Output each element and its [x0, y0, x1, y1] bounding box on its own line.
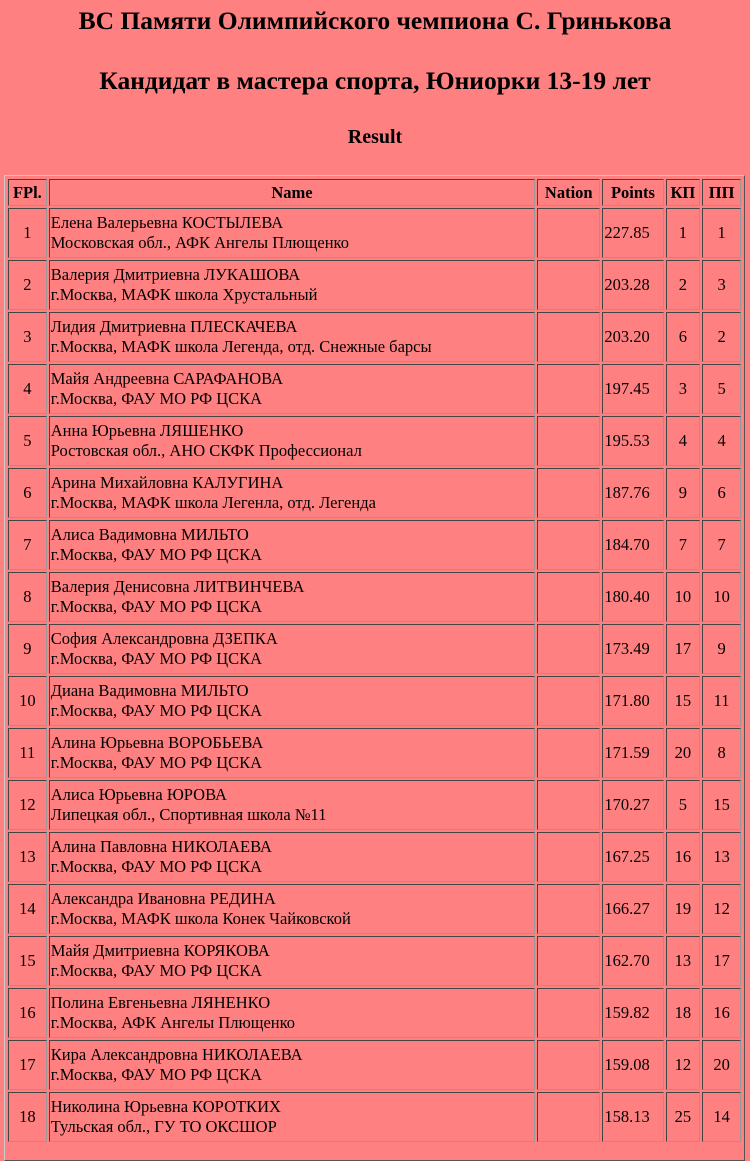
- nation-cell: [537, 520, 600, 570]
- kp-cell: 16: [666, 832, 701, 882]
- place-cell: 12: [8, 780, 47, 830]
- pp-cell: 2: [702, 312, 741, 362]
- points-cell: 187.76: [602, 468, 663, 518]
- points-cell: 159.08: [602, 1040, 663, 1090]
- nation-cell: [537, 208, 600, 258]
- skater-cell: [49, 624, 535, 674]
- pp-cell: 3: [702, 260, 741, 310]
- pp-cell: 12: [702, 884, 741, 934]
- skater-club: г.Москва, ФАУ МО РФ ЦСКА: [50, 597, 263, 616]
- nation-cell: [537, 1040, 600, 1090]
- place-cell: 18: [8, 1092, 47, 1142]
- place-cell: 15: [8, 936, 47, 986]
- table-row: [8, 988, 741, 1038]
- results-table-frame: [4, 175, 745, 1161]
- skater-name[interactable]: Алина Павловна НИКОЛАЕВА: [50, 837, 272, 856]
- column-header-kp: КП: [666, 179, 701, 206]
- kp-cell: 3: [666, 364, 701, 414]
- skater-name[interactable]: Арина Михайловна КАЛУГИНА: [50, 473, 284, 492]
- skater-name[interactable]: Алиса Вадимовна МИЛЬТО: [50, 525, 249, 544]
- skater-club: Московская обл., АФК Ангелы Плющенко: [50, 233, 349, 252]
- skater-cell: [49, 728, 535, 778]
- result-heading: Result: [347, 126, 403, 148]
- pp-cell: 17: [702, 936, 741, 986]
- points-cell: 203.28: [602, 260, 663, 310]
- skater-club: г.Москва, ФАУ МО РФ ЦСКА: [50, 961, 263, 980]
- table-row: [8, 1092, 741, 1142]
- pp-cell: 8: [702, 728, 741, 778]
- place-cell: 7: [8, 520, 47, 570]
- pp-cell: 14: [702, 1092, 741, 1142]
- skater-name[interactable]: Полина Евгеньевна ЛЯНЕНКО: [50, 993, 271, 1012]
- nation-cell: [537, 416, 600, 466]
- event-title: ВС Памяти Олимпийского чемпиона С. Гринькова: [78, 6, 672, 35]
- skater-name[interactable]: Елена Валерьевна КОСТЫЛЕВА: [50, 213, 284, 232]
- pp-cell: 20: [702, 1040, 741, 1090]
- skater-cell: [49, 208, 535, 258]
- pp-cell: 1: [702, 208, 741, 258]
- place-cell: 1: [8, 208, 47, 258]
- points-cell: 195.53: [602, 416, 663, 466]
- skater-name[interactable]: Кира Александровна НИКОЛАЕВА: [50, 1045, 303, 1064]
- skater-name[interactable]: Анна Юрьевна ЛЯШЕНКО: [50, 421, 244, 440]
- skater-club: г.Москва, ФАУ МО РФ ЦСКА: [50, 389, 263, 408]
- kp-cell: 4: [666, 416, 701, 466]
- pp-cell: 16: [702, 988, 741, 1038]
- skater-cell: [49, 1092, 535, 1142]
- skater-name[interactable]: Александра Ивановна РЕДИНА: [50, 889, 276, 908]
- kp-cell: 9: [666, 468, 701, 518]
- points-cell: 162.70: [602, 936, 663, 986]
- pp-cell: 6: [702, 468, 741, 518]
- skater-club: г.Москва, ФАУ МО РФ ЦСКА: [50, 1065, 263, 1084]
- category-title: Кандидат в мастера спорта, Юниорки 13-19 лет: [99, 66, 651, 95]
- kp-cell: 1: [666, 208, 701, 258]
- kp-cell: 2: [666, 260, 701, 310]
- points-cell: 170.27: [602, 780, 663, 830]
- skater-name[interactable]: София Александровна ДЗЕПКА: [50, 629, 278, 648]
- table-row: [8, 624, 741, 674]
- skater-cell: [49, 1040, 535, 1090]
- table-row: [8, 1040, 741, 1090]
- place-cell: 6: [8, 468, 47, 518]
- place-cell: 16: [8, 988, 47, 1038]
- points-cell: 158.13: [602, 1092, 663, 1142]
- place-cell: 10: [8, 676, 47, 726]
- place-cell: 11: [8, 728, 47, 778]
- table-row: [8, 728, 741, 778]
- column-header-nation: Nation: [537, 179, 600, 206]
- nation-cell: [537, 572, 600, 622]
- skater-club: г.Москва, АФК Ангелы Плющенко: [50, 1013, 296, 1032]
- skater-club: г.Москва, МАФК школа Легенла, отд. Легенда: [50, 493, 376, 512]
- place-cell: 5: [8, 416, 47, 466]
- skater-cell: [49, 832, 535, 882]
- column-header-points: Points: [602, 179, 663, 206]
- skater-name[interactable]: Лидия Дмитриевна ПЛЕСКАЧЕВА: [50, 317, 298, 336]
- pp-cell: 15: [702, 780, 741, 830]
- table-row: [8, 884, 741, 934]
- points-cell: 180.40: [602, 572, 663, 622]
- points-cell: 227.85: [602, 208, 663, 258]
- nation-cell: [537, 832, 600, 882]
- table-row: [8, 208, 741, 258]
- table-row: [8, 520, 741, 570]
- skater-cell: [49, 260, 535, 310]
- points-cell: 184.70: [602, 520, 663, 570]
- kp-cell: 13: [666, 936, 701, 986]
- skater-name[interactable]: Майя Андреевна САРАФАНОВА: [50, 369, 284, 388]
- skater-name[interactable]: Николина Юрьевна КОРОТКИХ: [50, 1097, 281, 1116]
- nation-cell: [537, 988, 600, 1038]
- place-cell: 17: [8, 1040, 47, 1090]
- skater-club: г.Москва, ФАУ МО РФ ЦСКА: [50, 857, 263, 876]
- table-row: [8, 260, 741, 310]
- column-header-fpl: FPl.: [8, 179, 47, 206]
- nation-cell: [537, 676, 600, 726]
- points-cell: 171.80: [602, 676, 663, 726]
- skater-name[interactable]: Диана Вадимовна МИЛЬТО: [50, 681, 249, 700]
- skater-cell: [49, 416, 535, 466]
- kp-cell: 18: [666, 988, 701, 1038]
- points-cell: 166.27: [602, 884, 663, 934]
- place-cell: 4: [8, 364, 47, 414]
- results-body: [8, 208, 741, 1142]
- nation-cell: [537, 624, 600, 674]
- place-cell: 3: [8, 312, 47, 362]
- pp-cell: 7: [702, 520, 741, 570]
- skater-club: г.Москва, ФАУ МО РФ ЦСКА: [50, 545, 263, 564]
- kp-cell: 25: [666, 1092, 701, 1142]
- table-row: [8, 676, 741, 726]
- skater-club: г.Москва, МАФК школа Хрустальный: [50, 285, 318, 304]
- table-row: [8, 364, 741, 414]
- nation-cell: [537, 780, 600, 830]
- table-header-row: [8, 179, 741, 206]
- skater-cell: [49, 520, 535, 570]
- skater-cell: [49, 468, 535, 518]
- kp-cell: 10: [666, 572, 701, 622]
- skater-club: Липецкая обл., Спортивная школа №11: [50, 805, 327, 824]
- skater-cell: [49, 780, 535, 830]
- skater-cell: [49, 312, 535, 362]
- nation-cell: [537, 936, 600, 986]
- kp-cell: 15: [666, 676, 701, 726]
- skater-club: Ростовская обл., АНО СКФК Профессионал: [50, 441, 362, 460]
- place-cell: 13: [8, 832, 47, 882]
- skater-club: г.Москва, МАФК школа Конек Чайковской: [50, 909, 351, 928]
- table-row: [8, 780, 741, 830]
- pp-cell: 11: [702, 676, 741, 726]
- skater-name[interactable]: Майя Дмитриевна КОРЯКОВА: [50, 941, 270, 960]
- skater-club: г.Москва, ФАУ МО РФ ЦСКА: [50, 649, 263, 668]
- column-header-pp: ПП: [702, 179, 741, 206]
- points-cell: 203.20: [602, 312, 663, 362]
- nation-cell: [537, 884, 600, 934]
- place-cell: 9: [8, 624, 47, 674]
- skater-club: г.Москва, ФАУ МО РФ ЦСКА: [50, 753, 263, 772]
- points-cell: 167.25: [602, 832, 663, 882]
- skater-club: г.Москва, МАФК школа Легенда, отд. Снежные барсы: [50, 337, 432, 356]
- column-header-name: Name: [49, 179, 535, 206]
- skater-cell: [49, 676, 535, 726]
- place-cell: 2: [8, 260, 47, 310]
- kp-cell: 5: [666, 780, 701, 830]
- points-cell: 159.82: [602, 988, 663, 1038]
- kp-cell: 17: [666, 624, 701, 674]
- skater-cell: [49, 364, 535, 414]
- points-cell: 197.45: [602, 364, 663, 414]
- table-row: [8, 312, 741, 362]
- nation-cell: [537, 260, 600, 310]
- nation-cell: [537, 1092, 600, 1142]
- skater-cell: [49, 884, 535, 934]
- nation-cell: [537, 728, 600, 778]
- pp-cell: 9: [702, 624, 741, 674]
- table-row: [8, 572, 741, 622]
- skater-cell: [49, 936, 535, 986]
- skater-cell: [49, 988, 535, 1038]
- skater-name[interactable]: Валерия Денисовна ЛИТВИНЧЕВА: [50, 577, 305, 596]
- table-row: [8, 468, 741, 518]
- skater-cell: [49, 572, 535, 622]
- skater-club: Тульская обл., ГУ ТО ОКСШОР: [50, 1117, 277, 1136]
- kp-cell: 19: [666, 884, 701, 934]
- points-cell: 171.59: [602, 728, 663, 778]
- pp-cell: 10: [702, 572, 741, 622]
- nation-cell: [537, 312, 600, 362]
- pp-cell: 13: [702, 832, 741, 882]
- skater-name[interactable]: Алина Юрьевна ВОРОБЬЕВА: [50, 733, 264, 752]
- kp-cell: 20: [666, 728, 701, 778]
- skater-name[interactable]: Валерия Дмитриевна ЛУКАШОВА: [50, 265, 301, 284]
- place-cell: 14: [8, 884, 47, 934]
- points-cell: 173.49: [602, 624, 663, 674]
- results-table: [6, 177, 743, 1144]
- place-cell: 8: [8, 572, 47, 622]
- table-row: [8, 936, 741, 986]
- nation-cell: [537, 468, 600, 518]
- skater-name[interactable]: Алиса Юрьевна ЮРОВА: [50, 785, 227, 804]
- nation-cell: [537, 364, 600, 414]
- pp-cell: 4: [702, 416, 741, 466]
- table-row: [8, 416, 741, 466]
- kp-cell: 6: [666, 312, 701, 362]
- table-row: [8, 832, 741, 882]
- kp-cell: 12: [666, 1040, 701, 1090]
- kp-cell: 7: [666, 520, 701, 570]
- pp-cell: 5: [702, 364, 741, 414]
- skater-club: г.Москва, ФАУ МО РФ ЦСКА: [50, 701, 263, 720]
